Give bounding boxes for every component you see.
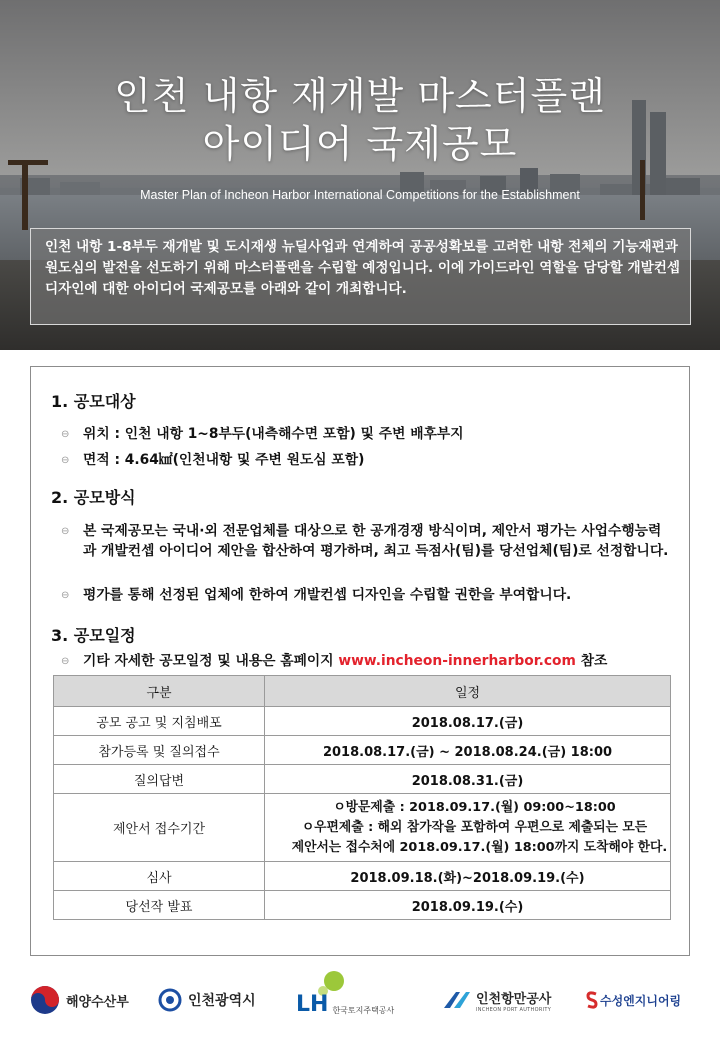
row-label: 공모 공고 및 지침배포 — [54, 707, 265, 736]
logo-soosung-text: 수성엔지니어링 — [600, 993, 682, 1008]
bullet-text: 평가를 통해 선정된 업체에 한하여 개발컨셉 디자인을 수립할 권한을 부여합니다. — [83, 587, 572, 603]
soosung-s-icon — [586, 991, 598, 1009]
bullet-icon: ⊖ — [61, 526, 70, 537]
bullet-area — [61, 450, 364, 470]
bullet-icon: ⊖ — [61, 429, 70, 440]
bullet-text: 본 국제공모는 국내·외 전문업체를 대상으로 한 공개경쟁 방식이며, 제안서 평가는 사업수행능력과 개발컨셉 아이디어 제안을 합산하여 평가하며, 최고 득점사(팀)를 당선업체(팀)로 선정합니다. — [83, 523, 669, 559]
logo-lh — [296, 975, 394, 1021]
note-suffix: 참조 — [575, 653, 608, 669]
bullet-icon: ⊖ — [61, 590, 70, 601]
row-label: 참가등록 및 질의접수 — [54, 736, 265, 765]
hero-banner — [0, 0, 720, 350]
note-prefix: 기타 자세한 공모일정 및 내용은 홈페이지 — [83, 653, 339, 669]
logo-ipa-text: 인천항만공사 — [476, 991, 552, 1007]
page-title — [0, 72, 720, 168]
column-header-schedule: 일정 — [265, 676, 671, 707]
logo-incheon — [158, 983, 256, 1017]
section-heading-target: 1. 공모대상 — [51, 392, 136, 411]
logo-incheon-text: 인천광역시 — [188, 993, 256, 1009]
english-subtitle: Master Plan of Incheon Harbor International Competitions for the Establishment — [140, 188, 580, 202]
logo-soosung — [586, 983, 681, 1017]
table-row — [54, 765, 671, 794]
row-value-multiline — [265, 794, 671, 862]
ipa-wave-icon — [442, 988, 472, 1012]
row-label: 제안서 접수기간 — [54, 794, 265, 862]
bullet-text: 면적 : 4.64㎢(인천내항 및 주변 원도심 포함) — [83, 452, 365, 468]
logo-mof — [30, 983, 129, 1017]
bullet-text: 위치 : 인천 내항 1~8부두(내측해수면 포함) 및 주변 배후부지 — [83, 426, 464, 442]
table-row — [54, 736, 671, 765]
bullet-text — [61, 651, 673, 671]
title-line-2: 아이디어 국제공모 — [202, 122, 518, 166]
bullet-homepage-note — [61, 651, 673, 671]
bullet-location — [61, 424, 464, 444]
section-heading-method: 2. 공모방식 — [51, 488, 136, 507]
taeguk-icon — [30, 985, 60, 1015]
title-line-1: 인천 내항 재개발 마스터플랜 — [114, 74, 606, 118]
logo-lh-mark: LH — [296, 991, 329, 1017]
bullet-icon: ⊖ — [61, 656, 70, 667]
table-header-row — [54, 676, 671, 707]
row-label: 당선작 발표 — [54, 891, 265, 920]
incheon-emblem-icon — [158, 988, 182, 1012]
homepage-link[interactable]: www.incheon-innerharbor.com — [338, 653, 576, 669]
table-row — [54, 891, 671, 920]
logo-ipa-en: INCHEON PORT AUTHORITY — [476, 1006, 552, 1013]
row-value: 2018.08.17.(금) — [265, 707, 671, 736]
bullet-method — [61, 521, 673, 561]
row-label: 질의답변 — [54, 765, 265, 794]
logo-mof-text: 해양수산부 — [66, 994, 129, 1010]
bullet-authority — [61, 585, 673, 605]
row-value: 2018.08.31.(금) — [265, 765, 671, 794]
announcement-box — [30, 366, 690, 956]
row-value: 2018.08.17.(금) ~ 2018.08.24.(금) 18:00 — [265, 736, 671, 765]
row-label: 심사 — [54, 862, 265, 891]
schedule-table — [53, 675, 671, 920]
table-row — [54, 707, 671, 736]
logo-ipa — [442, 983, 551, 1017]
sponsor-logos — [0, 975, 720, 1025]
row-value: 2018.09.19.(수) — [265, 891, 671, 920]
bullet-icon: ⊖ — [61, 455, 70, 466]
row-value: 2018.09.18.(화)~2018.09.19.(수) — [265, 862, 671, 891]
submission-mail: ㅇ우편제출 : 해외 참가작을 포함하여 우편으로 제출되는 모든 — [301, 819, 648, 835]
submission-visit: ㅇ방문제출 : 2018.09.17.(월) 09:00~18:00 — [333, 799, 616, 815]
intro-text: 인천 내항 1-8부두 재개발 및 도시재생 뉴딜사업과 연계하여 공공성확보를 고려한 내항 전체의 기능재편과 원도심의 발전을 선도하기 위해 마스터플랜을 수립할 예정입니다. 이에 가이드라인 역할을 담당할 개발컨셉 디자인에 대한 아이디어 국제공모를 아래와 같이 개최합니다. — [30, 228, 691, 325]
section-heading-schedule: 3. 공모일정 — [51, 626, 136, 645]
logo-ipa-texts — [476, 988, 551, 1013]
table-row — [54, 794, 671, 862]
column-header-category: 구분 — [54, 676, 265, 707]
table-row — [54, 862, 671, 891]
submission-mail-cont: 제안서는 접수처에 2018.09.17.(월) 18:00까지 도착해야 한다. — [291, 839, 668, 855]
logo-lh-text: 한국토지주택공사 — [332, 1005, 395, 1015]
